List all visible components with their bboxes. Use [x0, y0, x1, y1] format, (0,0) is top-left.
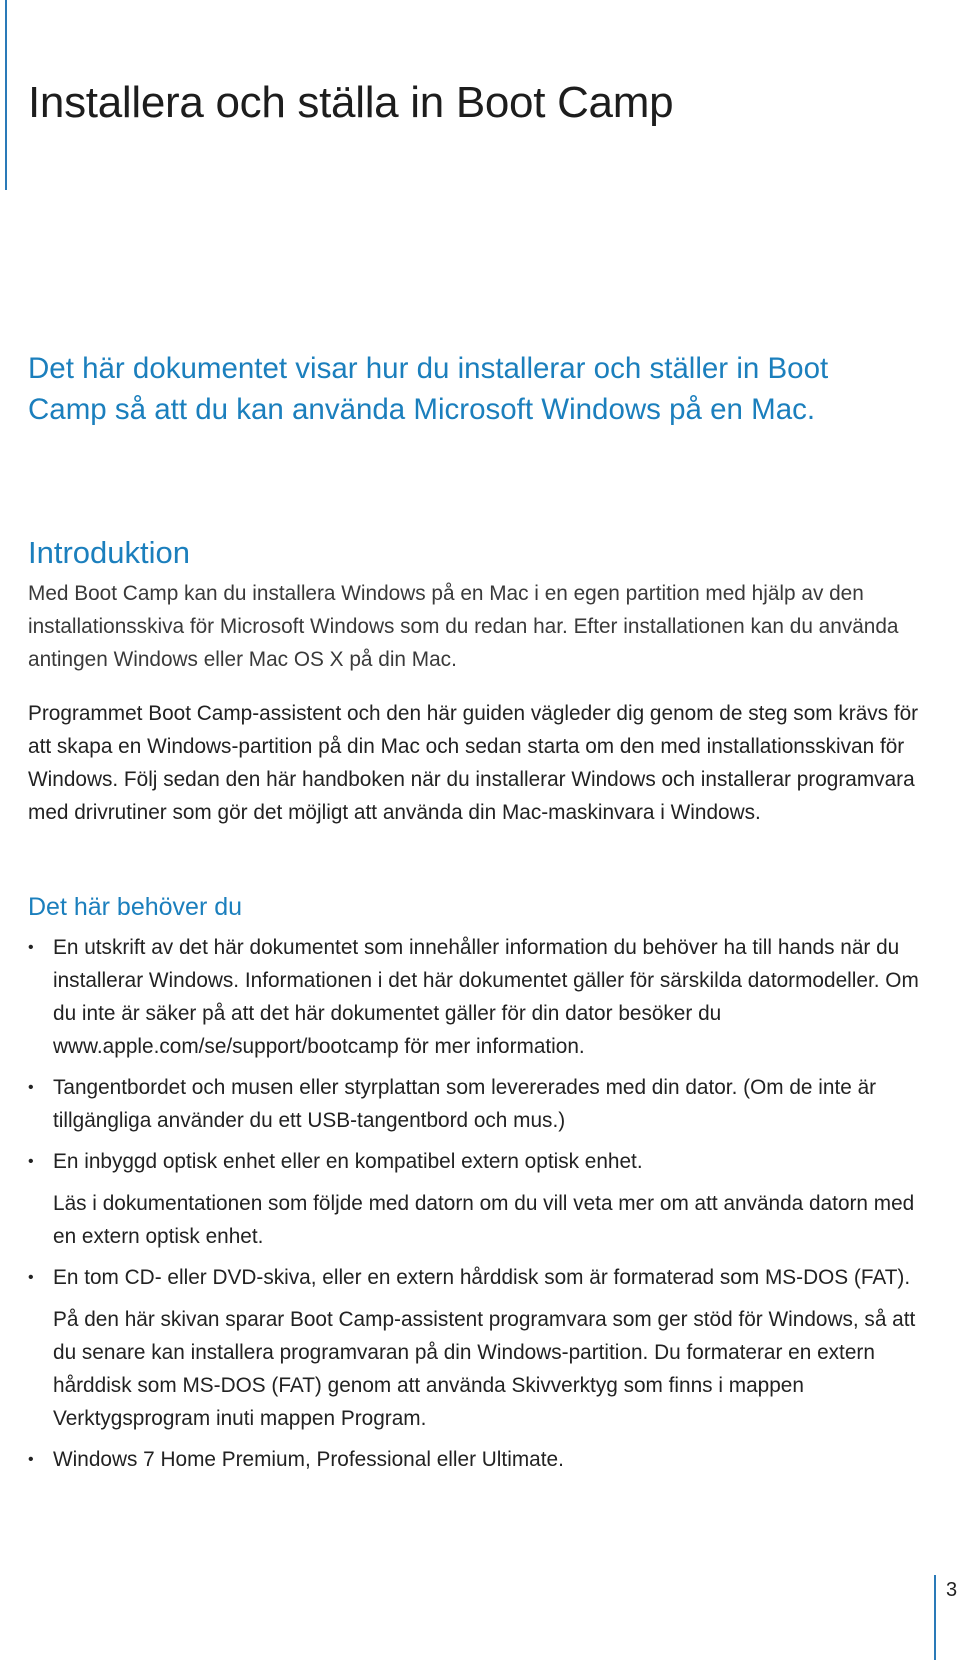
requirements-list — [28, 931, 933, 1484]
list-item — [28, 1071, 933, 1137]
lead-paragraph: Det här dokumentet visar hur du installerar och ställer in Boot Camp så att du kan använda Microsoft Windows på en Mac. — [28, 352, 829, 426]
list-item — [28, 1261, 933, 1435]
bullet-icon: • — [28, 1079, 34, 1096]
list-item-text: Windows 7 Home Premium, Professional eller Ultimate. — [53, 1448, 564, 1471]
page-number: 3 — [946, 1579, 958, 1601]
page-number-rule — [934, 1575, 936, 1660]
list-item — [28, 1145, 933, 1253]
list-item-note: Läs i dokumentationen som följde med datorn om du vill veta mer om att använda datorn med en extern optisk enhet. — [53, 1192, 915, 1248]
list-item-text: En inbyggd optisk enhet eller en kompatibel extern optisk enhet. — [53, 1150, 643, 1173]
bullet-icon: • — [28, 1451, 34, 1468]
page-title: Installera och ställa in Boot Camp — [28, 78, 674, 127]
list-item — [28, 931, 933, 1063]
list-item-text: Tangentbordet och musen eller styrplattan som levererades med din dator. (Om de inte är tillgängliga använder du ett USB-tangentbord och mus.) — [53, 1076, 877, 1132]
bullet-icon: • — [28, 939, 34, 956]
list-item-text: En utskrift av det här dokumentet som innehåller information du behöver ha till hands när du installerar Windows. Informationen i det här dokumentet gäller för särskilda datormodeller. Om du inte är säker på att det här dokumentet gäller för din dator besöker du www.apple.com/se/support/bootcamp för mer information. — [53, 936, 919, 1058]
list-item — [28, 1443, 933, 1476]
intro-paragraph-1: Med Boot Camp kan du installera Windows på en Mac i en egen partition med hjälp av den installationsskiva för Microsoft Windows som du redan har. Efter installationen kan du använda antingen Windows eller Mac OS X på din Mac. — [28, 582, 899, 671]
bullet-icon: • — [28, 1153, 34, 1170]
list-item-text: En tom CD- eller DVD-skiva, eller en extern hårddisk som är formaterad som MS-DOS (FAT). — [53, 1266, 911, 1289]
left-margin-rule — [5, 0, 7, 190]
intro-paragraph-2: Programmet Boot Camp-assistent och den här guiden vägleder dig genom de steg som krävs för att skapa en Windows-partition på din Mac och sedan starta om den med installationsskivan för Windows. Följ sedan den här handboken när du installerar Windows och installerar programvara med drivrutiner som gör det möjligt att använda din Mac-maskinvara i Windows. — [28, 702, 919, 824]
requirements-heading: Det här behöver du — [28, 893, 243, 921]
intro-heading: Introduktion — [28, 535, 190, 570]
bullet-icon: • — [28, 1269, 34, 1286]
list-item-note: På den här skivan sparar Boot Camp-assistent programvara som ger stöd för Windows, så att du senare kan installera programvaran på din Windows-partition. Du formaterar en extern hårddisk som MS-DOS (FAT) genom att använda Skivverktyg som finns i mappen Verktygsprogram inuti mappen Program. — [53, 1308, 916, 1430]
